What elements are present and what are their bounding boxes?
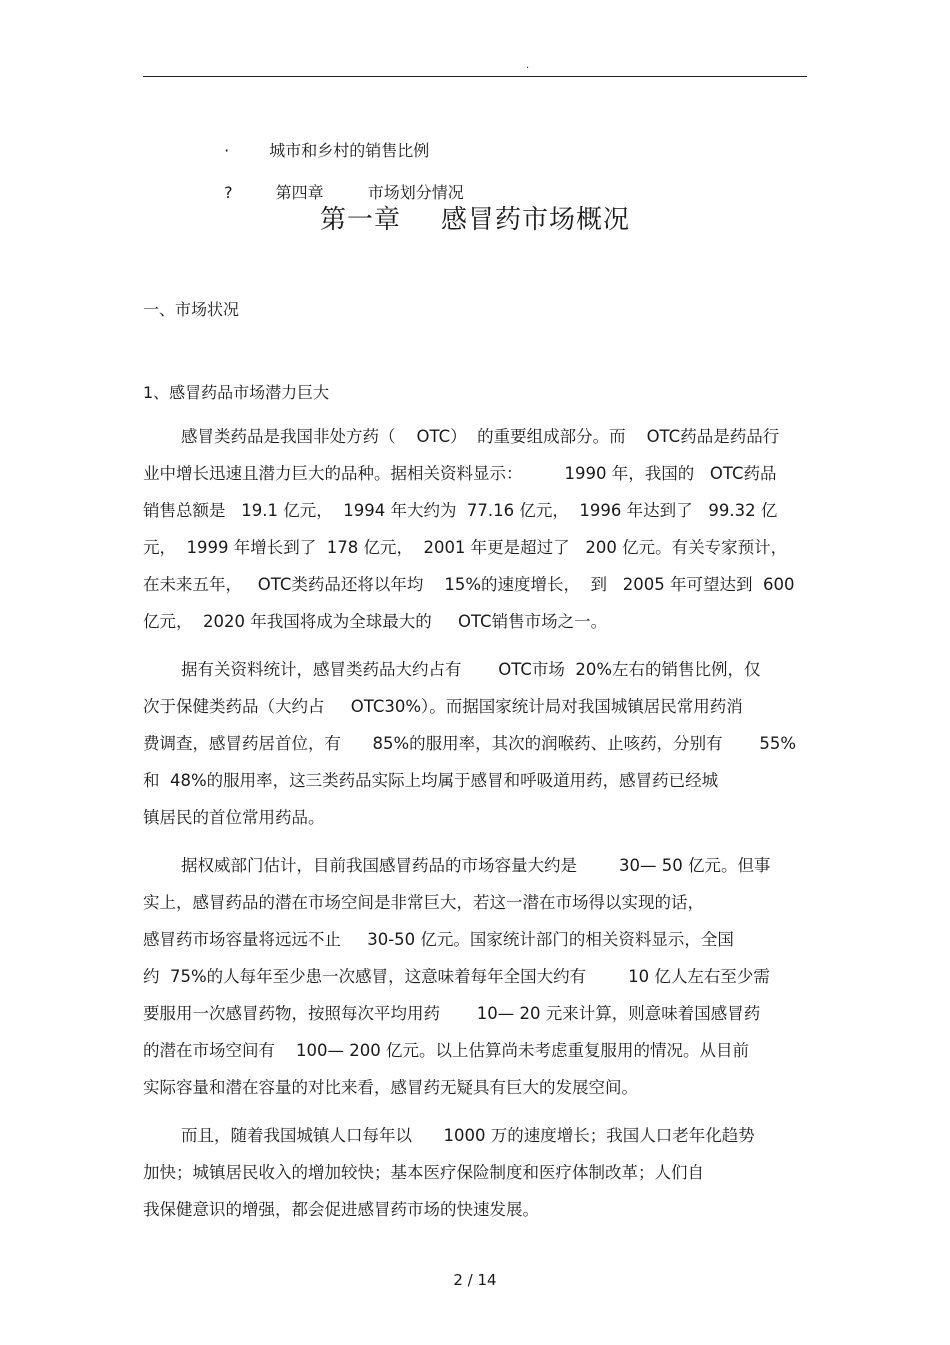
text-line: 感冒药市场容量将远远不止 30-50 亿元。国家统计部门的相关资料显示，全国 xyxy=(143,930,734,949)
paragraph-4 xyxy=(143,1117,813,1228)
text-line: 的潜在市场空间有 100— 200 亿元。以上估算尚未考虑重复服用的情况。从目前 xyxy=(143,1041,749,1060)
text-line: 而且，随着我国城镇人口每年以 1000 万的速度增长；我国人口老年化趋势 xyxy=(181,1126,755,1145)
text-line: 亿元， 2020 年我国将成为全球最大的 OTC销售市场之一。 xyxy=(143,612,608,631)
toc-chapter: 第四章 xyxy=(275,183,324,202)
toc-bullet: ? xyxy=(224,183,233,202)
text-line: 据有关资料统计，感冒类药品大约占有 OTC市场 20%左右的销售比例，仅 xyxy=(181,660,761,679)
text-line: 实上，感冒药品的潜在市场空间是非常巨大，若这一潜在市场得以实现的话， xyxy=(143,893,704,912)
text-line: 据权威部门估计，目前我国感冒药品的市场容量大约是 30— 50 亿元。但事 xyxy=(181,856,771,875)
paragraph-2 xyxy=(143,651,813,836)
text-line: 要服用一次感冒药物，按照每次平均用药 10— 20 元来计算，则意味着国感冒药 xyxy=(143,1004,761,1023)
paragraph-3 xyxy=(143,847,813,1106)
toc-text: 城市和乡村的销售比例 xyxy=(269,141,430,160)
text-line: 销售总额是 19.1 亿元， 1994 年大约为 77.16 亿元， 1996 年达到了 99.32 亿 xyxy=(143,501,778,520)
chapter-number: 第一章 xyxy=(319,205,401,235)
text-line: 费调查，感冒药居首位，有 85%的服用率，其次的润喉药、止咳药，分别有 55% xyxy=(143,734,797,753)
text-line: 镇居民的首位常用药品。 xyxy=(143,808,325,827)
chapter-title xyxy=(0,199,950,236)
header-rule xyxy=(143,76,807,77)
text-line: 约 75%的人每年至少患一次感冒，这意味着每年全国大约有 10 亿人左右至少需 xyxy=(143,967,770,986)
page-number: 2 / 14 xyxy=(453,1271,497,1289)
text-line: 加快；城镇居民收入的增加较快；基本医疗保险制度和医疗体制改革；人们自 xyxy=(143,1163,704,1182)
text-line: 业中增长迅速且潜力巨大的品种。据相关资料显示： 1990 年，我国的 OTC药品 xyxy=(143,464,777,483)
header-mark: . xyxy=(526,60,530,71)
toc-item xyxy=(214,119,429,161)
text-line: 次于保健类药品（大约占 OTC30%）。而据国家统计局对我国城镇居民常用药消 xyxy=(143,697,743,716)
subsection-heading: 1、感冒药品市场潜力巨大 xyxy=(143,383,330,402)
text-line: 我保健意识的增强，都会促进感冒药市场的快速发展。 xyxy=(143,1200,539,1219)
text-line: 元， 1999 年增长到了 178 亿元， 2001 年更是超过了 200 亿元。有关专家预计， xyxy=(143,538,788,557)
text-line: 实际容量和潜在容量的对比来看，感冒药无疑具有巨大的发展空间。 xyxy=(143,1078,638,1097)
chapter-name: 感冒药市场概况 xyxy=(441,205,631,235)
toc-bullet: · xyxy=(224,141,230,160)
text-line: 和 48%的服用率，这三类药品实际上均属于感冒和呼吸道用药，感冒药已经城 xyxy=(143,771,719,790)
toc-text: 市场划分情况 xyxy=(367,183,464,202)
text-line: 在未来五年， OTC类药品还将以年均 15%的速度增长， 到 2005 年可望达到 600 xyxy=(143,575,795,594)
toc-item xyxy=(214,161,464,203)
text-line: 感冒类药品是我国非处方药（ OTC） 的重要组成部分。而 OTC药品是药品行 xyxy=(181,427,780,446)
section-heading: 一、市场状况 xyxy=(143,300,240,319)
paragraph-1 xyxy=(143,418,813,640)
